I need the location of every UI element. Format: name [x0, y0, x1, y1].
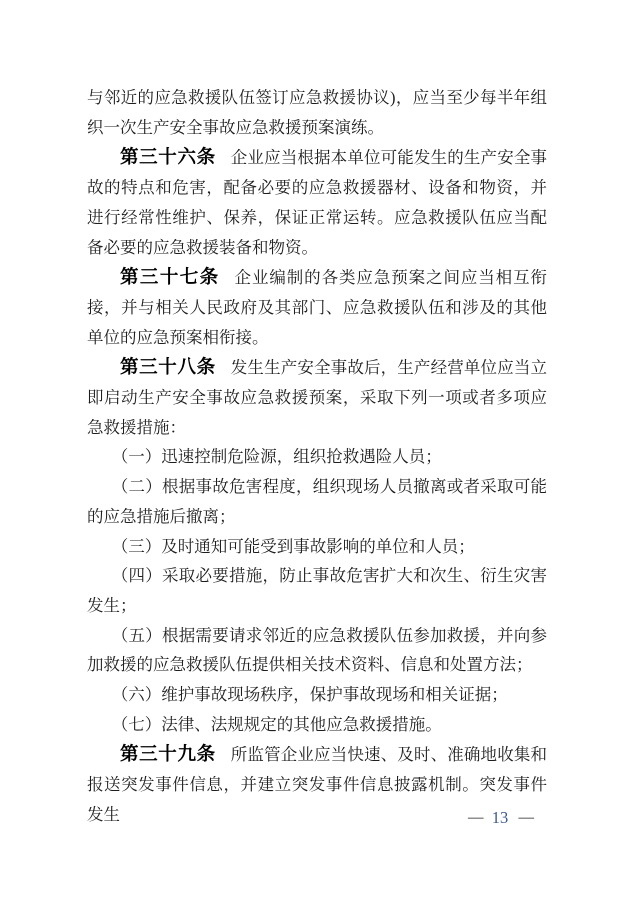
paragraph-text: 与邻近的应急救援队伍签订应急救援协议)，应当至少每半年组织一次生产安全事故应急救援预案演练。 [87, 88, 547, 137]
document-body [87, 83, 547, 830]
footer-dash-left: — [468, 809, 482, 827]
paragraph-text: 发生生产安全事故后，生产经营单位应当立即启动生产安全事故应急救援预案，采取下列一项或者多项应急救援措施： [87, 358, 547, 437]
paragraph-text: （四）采取必要措施，防止事故危害扩大和次生、衍生灾害发生； [87, 566, 547, 615]
article-number: 第三十六条 [120, 146, 216, 168]
paragraph-text: 企业编制的各类应急预案之间应当相互衔接，并与相关人民政府及其部门、应急救援队伍和涉及的其他单位的应急预案相衔接。 [87, 268, 547, 347]
paragraph-text: （七）法律、法规规定的其他应急救援措施。 [111, 714, 442, 734]
article-paragraph [87, 142, 547, 262]
list-item-paragraph [87, 680, 547, 710]
paragraph-text: （三）及时通知可能受到事故影响的单位和人员； [111, 536, 475, 556]
list-item-paragraph [87, 621, 547, 680]
paragraph-text: 企业应当根据本单位可能发生的生产安全事故的特点和危害，配备必要的应急救援器材、设备和物资，并进行经常性维护、保养，保证正常运转。应急救援队伍应当配备必要的应急救援装备和物资。 [87, 148, 547, 257]
paragraph-text: （五）根据需要请求邻近的应急救援队伍参加救援，并向参加救援的应急救援队伍提供相关技术资料、信息和处置方法； [87, 625, 547, 675]
paragraph-text: （一）迅速控制危险源，组织抢救遇险人员； [111, 447, 442, 467]
paragraph-text: （二）根据事故危害程度，组织现场人员撤离或者采取可能的应急措施后撤离； [87, 477, 547, 526]
page-number: 13 [491, 808, 509, 827]
continuation-paragraph [87, 83, 547, 142]
list-item-paragraph [87, 472, 547, 531]
page-footer [468, 806, 532, 830]
article-number: 第三十九条 [120, 743, 216, 765]
footer-dash-right: — [518, 809, 532, 827]
article-paragraph [87, 262, 547, 352]
list-item-paragraph [87, 710, 547, 740]
paragraph-text: （六）维护事故现场秩序，保护事故现场和相关证据； [111, 685, 508, 705]
list-item-paragraph [87, 442, 547, 472]
article-number: 第三十七条 [120, 266, 220, 288]
list-item-paragraph [87, 561, 547, 620]
paragraph-text: 所监管企业应当快速、及时、准确地收集和报送突发事件信息，并建立突发事件信息披露机制。突发事件发生 [87, 745, 547, 824]
article-number: 第三十八条 [120, 356, 216, 378]
article-paragraph [87, 352, 547, 442]
list-item-paragraph [87, 532, 547, 562]
